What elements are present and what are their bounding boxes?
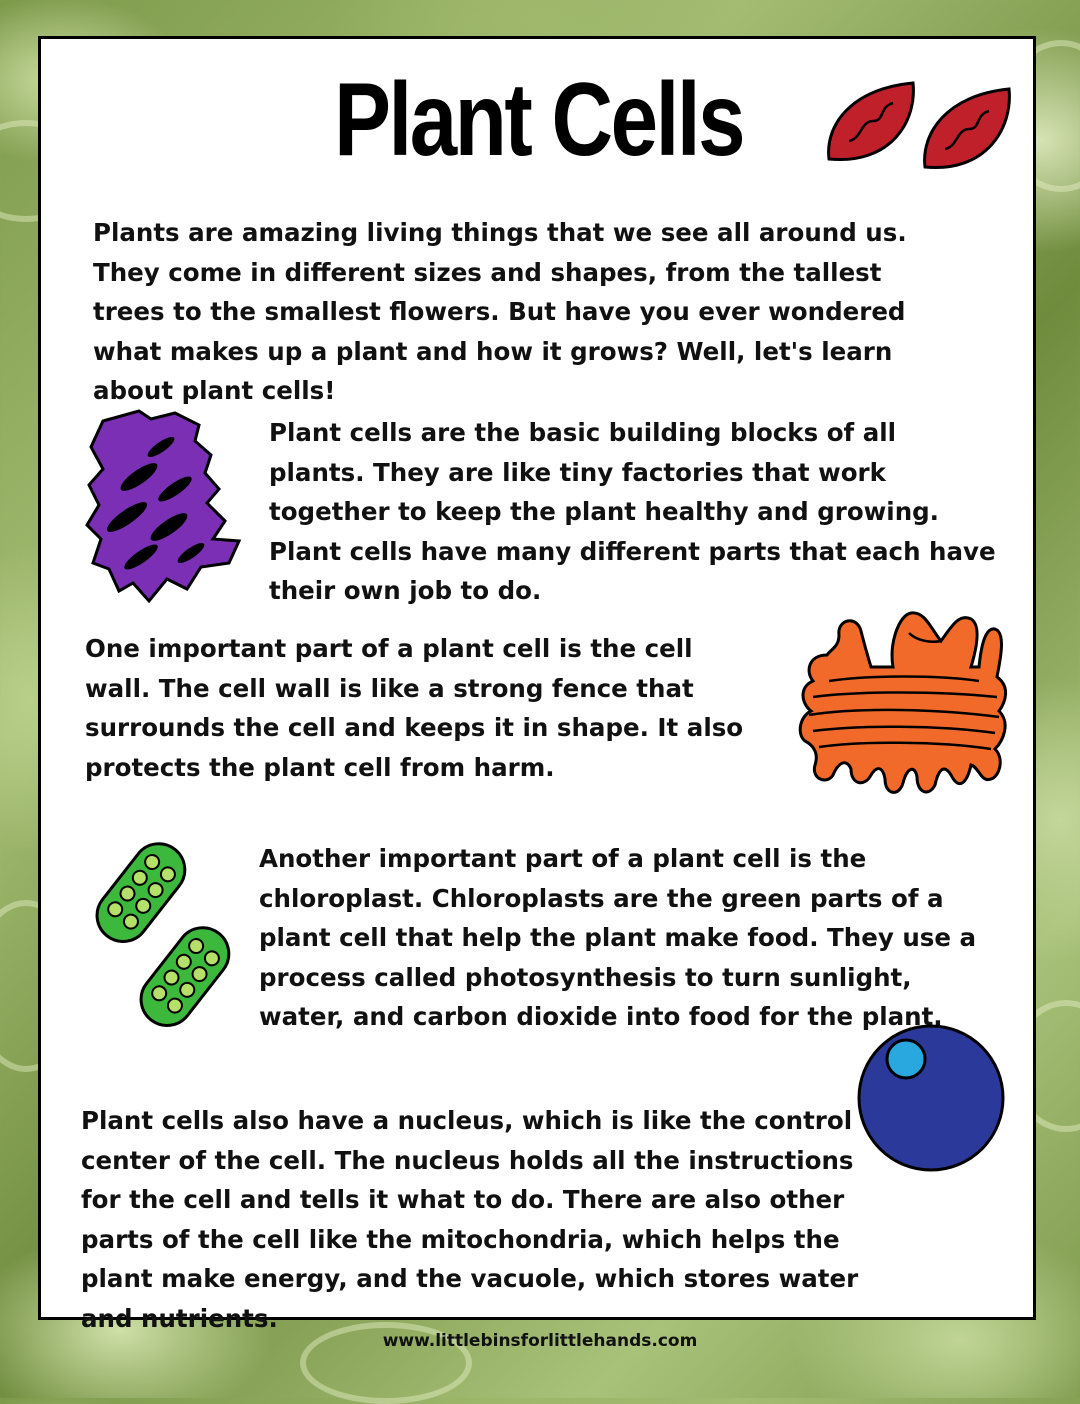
endoplasmic-reticulum-icon [79, 407, 249, 607]
worksheet-page [38, 36, 1036, 1333]
chloroplast-paragraph: Another important part of a plant cell is the chloroplast. Chloroplasts are the green parts of a plant cell that help the plant make food. They use a process called photosynthesis to turn sunlight, water, and carbon dioxide into food for the plant. [259, 844, 977, 1031]
website-url[interactable]: www.littlebinsforlittlehands.com [382, 1331, 698, 1351]
mitochondria-icon [821, 77, 1021, 177]
intro-paragraph: Plants are amazing living things that we see all around us. They come in different sizes and shapes, from the tallest trees to the smallest flowers. But have you ever wondered what makes up a plant and how it grows? Well, let's learn about plant cells! [93, 218, 907, 405]
page-title: Plant Cells [334, 62, 744, 178]
nucleus-paragraph: Plant cells also have a nucleus, which is like the control center of the cell. The nucleus holds all the instructions for the cell and tells it what to do. There are also other parts of the cell like the mitochondria, which helps the plant make energy, and the vacuole, which stores water and nutrients. [81, 1106, 859, 1333]
building-blocks-paragraph: Plant cells are the basic building blocks of all plants. They are like tiny factories that work together to keep the plant healthy and growing. Plant cells have many different parts that each have their own job to do. [269, 418, 996, 605]
golgi-apparatus-icon [799, 607, 1009, 807]
cell-wall-paragraph: One important part of a plant cell is the cell wall. The cell wall is like a strong fence that surrounds the cell and keeps it in shape. It also protects the plant cell from harm. [85, 634, 744, 782]
chloroplast-icon [81, 839, 261, 1049]
nucleus-icon [856, 1023, 1006, 1173]
